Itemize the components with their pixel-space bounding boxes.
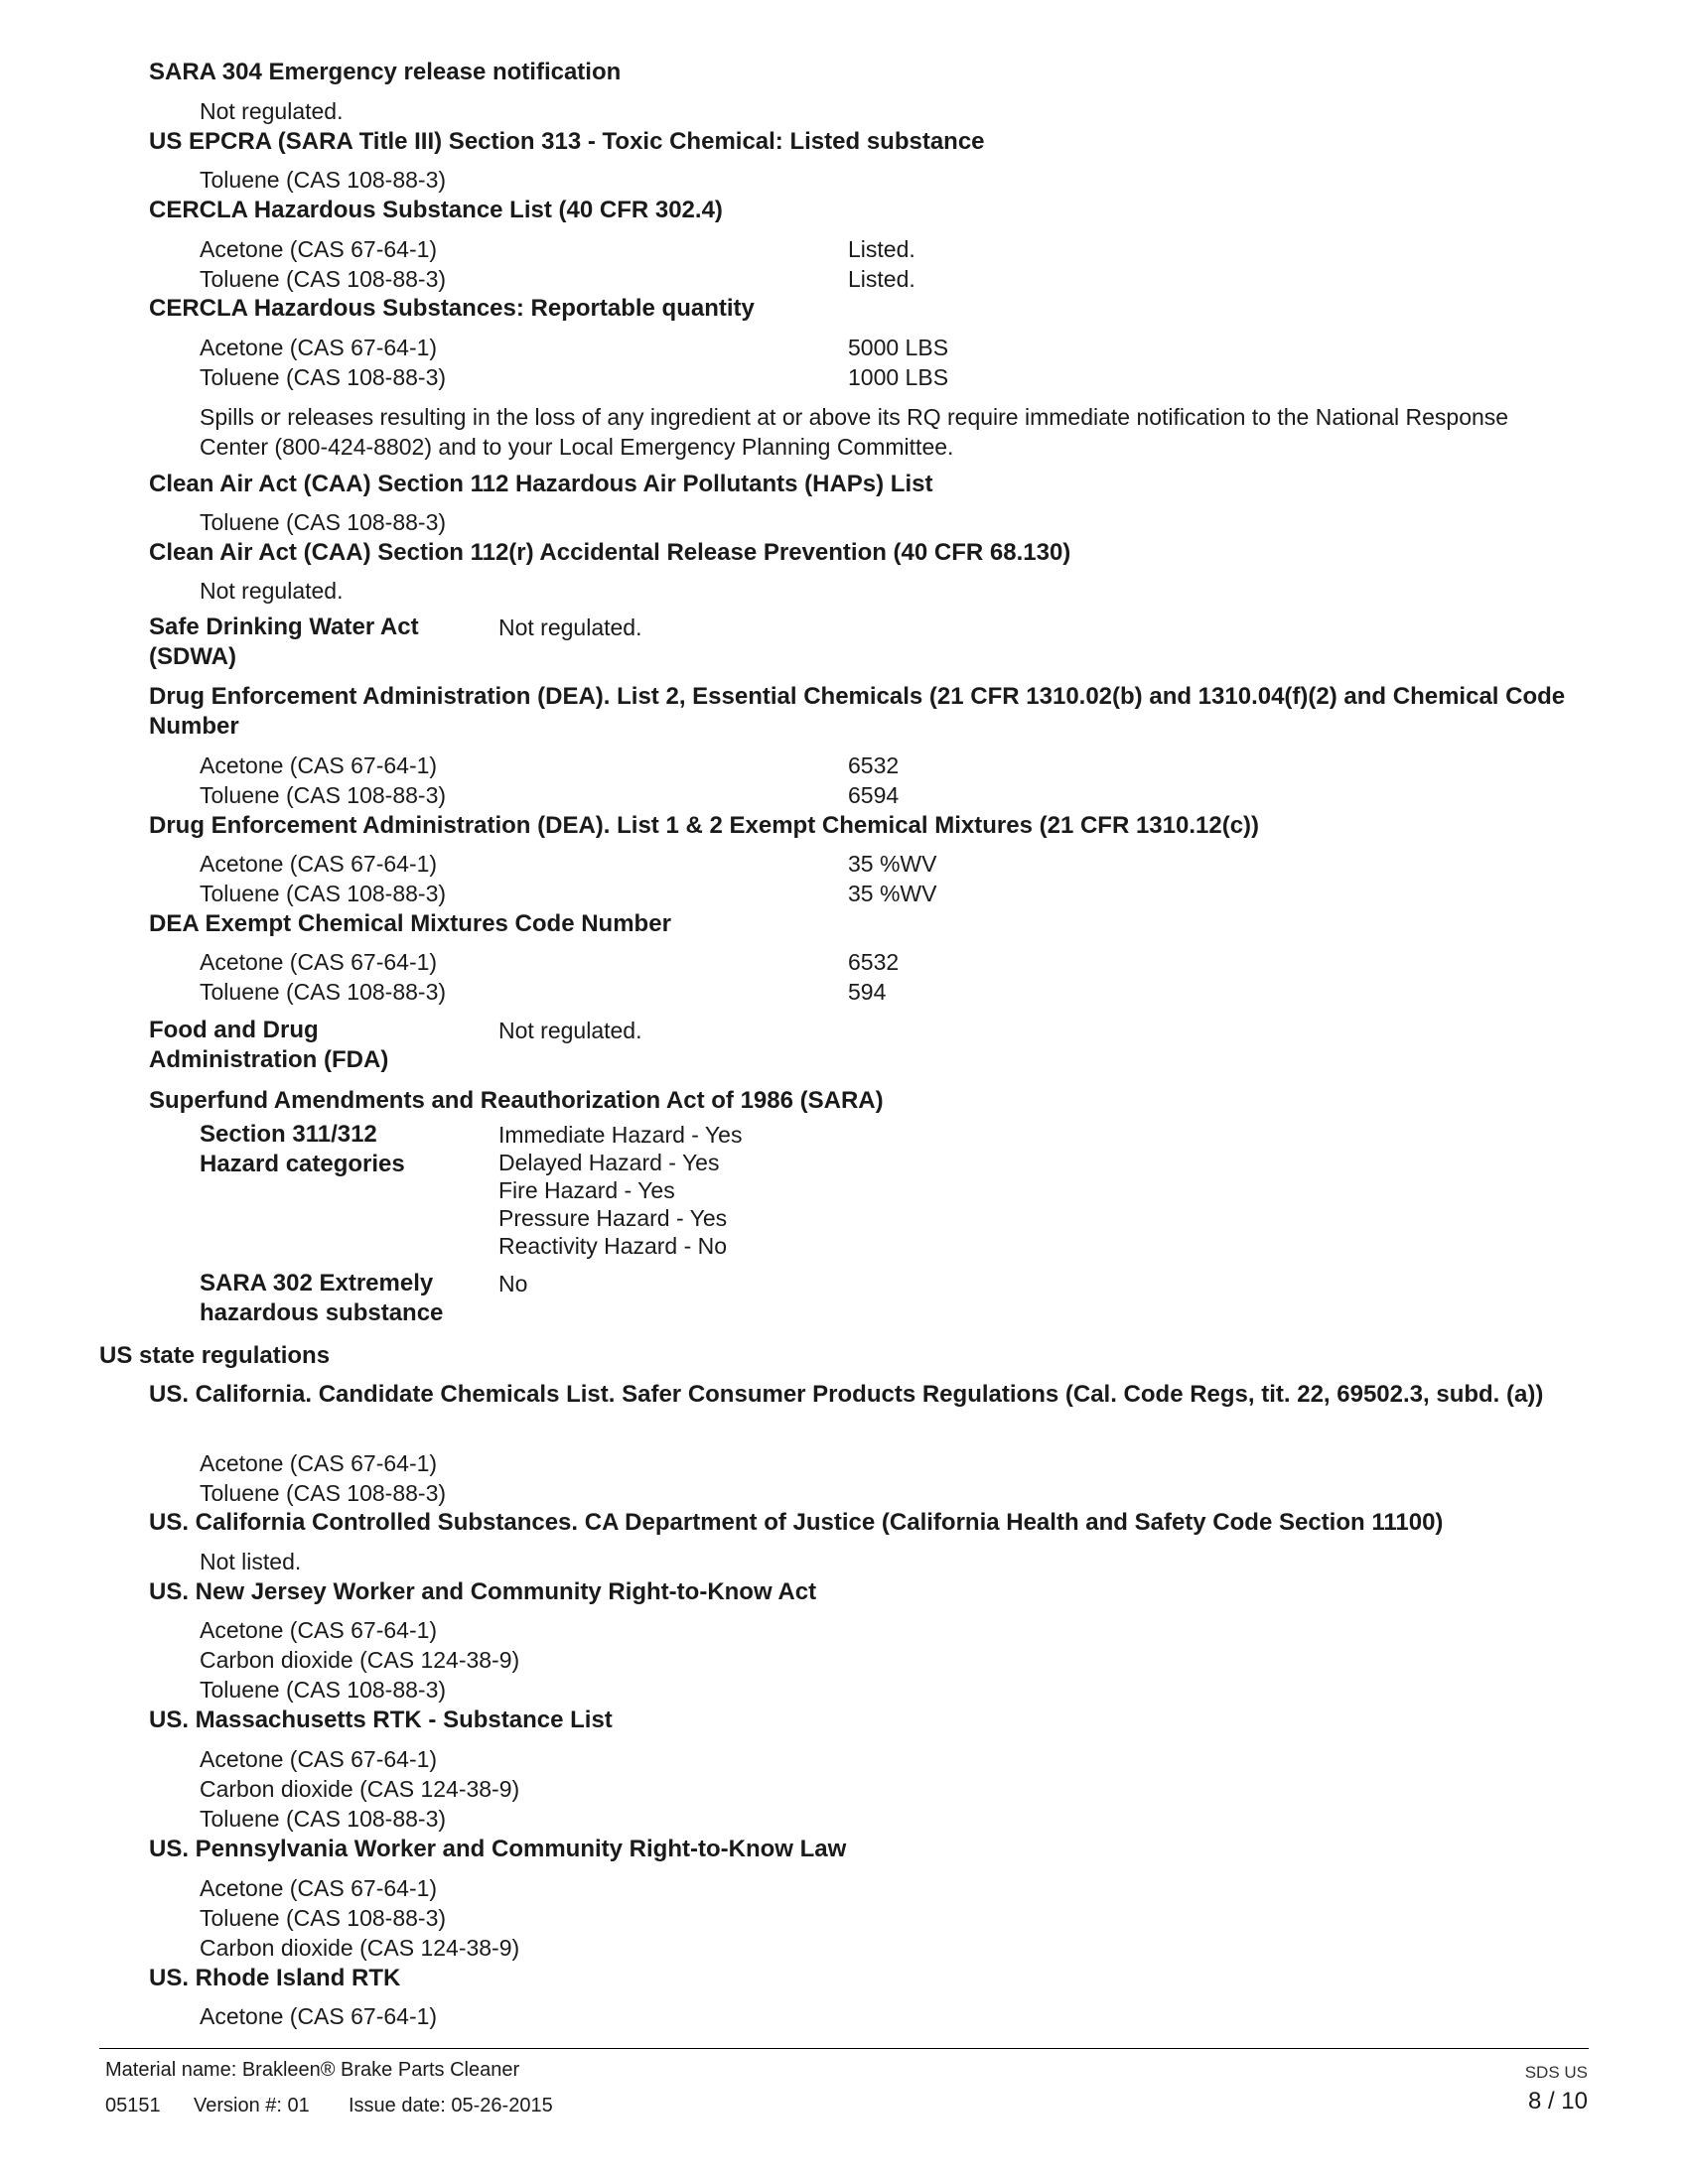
footer-page-number: 8 / 10 [1527,2088,1588,2115]
footer-material-name: Material name: Brakleen® Brake Parts Cleaner [105,2059,520,2081]
nj-item: Acetone (CAS 67-64-1) [200,1617,438,1643]
epcra313-heading: US EPCRA (SARA Title III) Section 313 - Toxic Chemical: Listed substance [149,128,985,155]
fda-label: Food and Drug Administration (FDA) [149,1017,389,1073]
dea-list2-value: 6532 [848,752,900,778]
cercla-rq-heading: CERCLA Hazardous Substances: Reportable quantity [149,295,755,322]
sara-category: Reactivity Hazard - No [498,1233,728,1259]
sara-category: Pressure Hazard - Yes [498,1205,728,1231]
state-regulations-heading: US state regulations [99,1342,331,1369]
dea-exempt-name: Acetone (CAS 67-64-1) [200,851,438,877]
sara302-value: No [498,1271,528,1297]
sara-heading: Superfund Amendments and Reauthorization Act of 1986 (SARA) [149,1087,884,1114]
dea-exempt-value: 35 %WV [848,851,937,877]
sara304-heading: SARA 304 Emergency release notification [149,59,622,85]
dea-code-name: Acetone (CAS 67-64-1) [200,949,438,975]
ri-item: Acetone (CAS 67-64-1) [200,2003,438,2029]
nj-item: Carbon dioxide (CAS 124-38-9) [200,1647,520,1673]
dea-list2-name: Acetone (CAS 67-64-1) [200,752,438,778]
pa-item: Toluene (CAS 108-88-3) [200,1905,447,1931]
caa112-heading: Clean Air Act (CAA) Section 112 Hazardous Air Pollutants (HAPs) List [149,471,933,497]
cercla-list-value: Listed. [848,266,915,292]
dea-list2-heading: Drug Enforcement Administration (DEA). List 2, Essential Chemicals (21 CFR 1310.02(b) and 1310.04(f)(2) and Chemical Code Number [149,683,1566,740]
footer-issue-date: Issue date: 05-26-2015 [349,2095,553,2116]
dea-code-name: Toluene (CAS 108-88-3) [200,979,447,1005]
caa112r-text: Not regulated. [200,578,344,604]
sdwa-value: Not regulated. [498,614,642,640]
caa112-item: Toluene (CAS 108-88-3) [200,509,447,535]
footer-version: Version #: 01 [194,2095,310,2116]
dea-exempt-value: 35 %WV [848,881,937,906]
ri-heading: US. Rhode Island RTK [149,1965,401,1991]
sara302-label: SARA 302 Extremely hazardous substance [200,1270,444,1326]
footer-divider [99,2048,1589,2049]
cercla-rq-value: 5000 LBS [848,335,949,360]
dea-code-value: 6532 [848,949,900,975]
dea-list2-name: Toluene (CAS 108-88-3) [200,782,447,808]
dea-code-value: 594 [848,979,887,1005]
ca-candidate-item: Toluene (CAS 108-88-3) [200,1480,447,1506]
sara-category: Fire Hazard - Yes [498,1177,675,1203]
dea-exempt-name: Toluene (CAS 108-88-3) [200,881,447,906]
ma-item: Carbon dioxide (CAS 124-38-9) [200,1776,520,1802]
ca-controlled-heading: US. California Controlled Substances. CA Department of Justice (California Health and Safety Code Section 11100) [149,1509,1444,1536]
cercla-rq-name: Toluene (CAS 108-88-3) [200,364,447,390]
nj-item: Toluene (CAS 108-88-3) [200,1677,447,1703]
footer-doc-type: SDS US [1524,2063,1588,2082]
epcra313-item: Toluene (CAS 108-88-3) [200,167,447,193]
pa-heading: US. Pennsylvania Worker and Community Right-to-Know Law [149,1836,847,1862]
cercla-rq-note: Spills or releases resulting in the loss of any ingredient at or above its RQ require immediate notification to the National Response Center (800-424-8802) and to your Local Emergency Planning Committee. [200,404,1509,460]
cercla-list-heading: CERCLA Hazardous Substance List (40 CFR 302.4) [149,197,723,223]
ca-candidate-heading: US. California. Candidate Chemicals List. Safer Consumer Products Regulations (Cal. Code Regs, tit. 22, 69502.3, subd. (a)) [149,1381,1544,1408]
cercla-rq-value: 1000 LBS [848,364,949,390]
dea-code-heading: DEA Exempt Chemical Mixtures Code Number [149,910,671,937]
caa112r-heading: Clean Air Act (CAA) Section 112(r) Accidental Release Prevention (40 CFR 68.130) [149,539,1071,566]
ma-item: Acetone (CAS 67-64-1) [200,1746,438,1772]
cercla-list-name: Acetone (CAS 67-64-1) [200,236,438,262]
sara-category-label: Section 311/312 Hazard categories [200,1121,405,1177]
sara-category: Immediate Hazard - Yes [498,1122,743,1148]
fda-value: Not regulated. [498,1018,642,1043]
sara304-text: Not regulated. [200,98,344,124]
pa-item: Acetone (CAS 67-64-1) [200,1875,438,1901]
dea-list2-value: 6594 [848,782,900,808]
sara-category: Delayed Hazard - Yes [498,1150,720,1175]
ca-candidate-item: Acetone (CAS 67-64-1) [200,1450,438,1476]
ma-item: Toluene (CAS 108-88-3) [200,1806,447,1832]
sdwa-label: Safe Drinking Water Act (SDWA) [149,614,419,670]
ca-controlled-text: Not listed. [200,1549,302,1574]
pa-item: Carbon dioxide (CAS 124-38-9) [200,1935,520,1961]
cercla-list-name: Toluene (CAS 108-88-3) [200,266,447,292]
dea-exempt-heading: Drug Enforcement Administration (DEA). List 1 & 2 Exempt Chemical Mixtures (21 CFR 1310.12(c)) [149,812,1260,839]
footer-product-code: 05151 [105,2095,161,2116]
cercla-rq-name: Acetone (CAS 67-64-1) [200,335,438,360]
ma-heading: US. Massachusetts RTK - Substance List [149,1706,613,1733]
nj-heading: US. New Jersey Worker and Community Right-to-Know Act [149,1578,817,1605]
cercla-list-value: Listed. [848,236,915,262]
